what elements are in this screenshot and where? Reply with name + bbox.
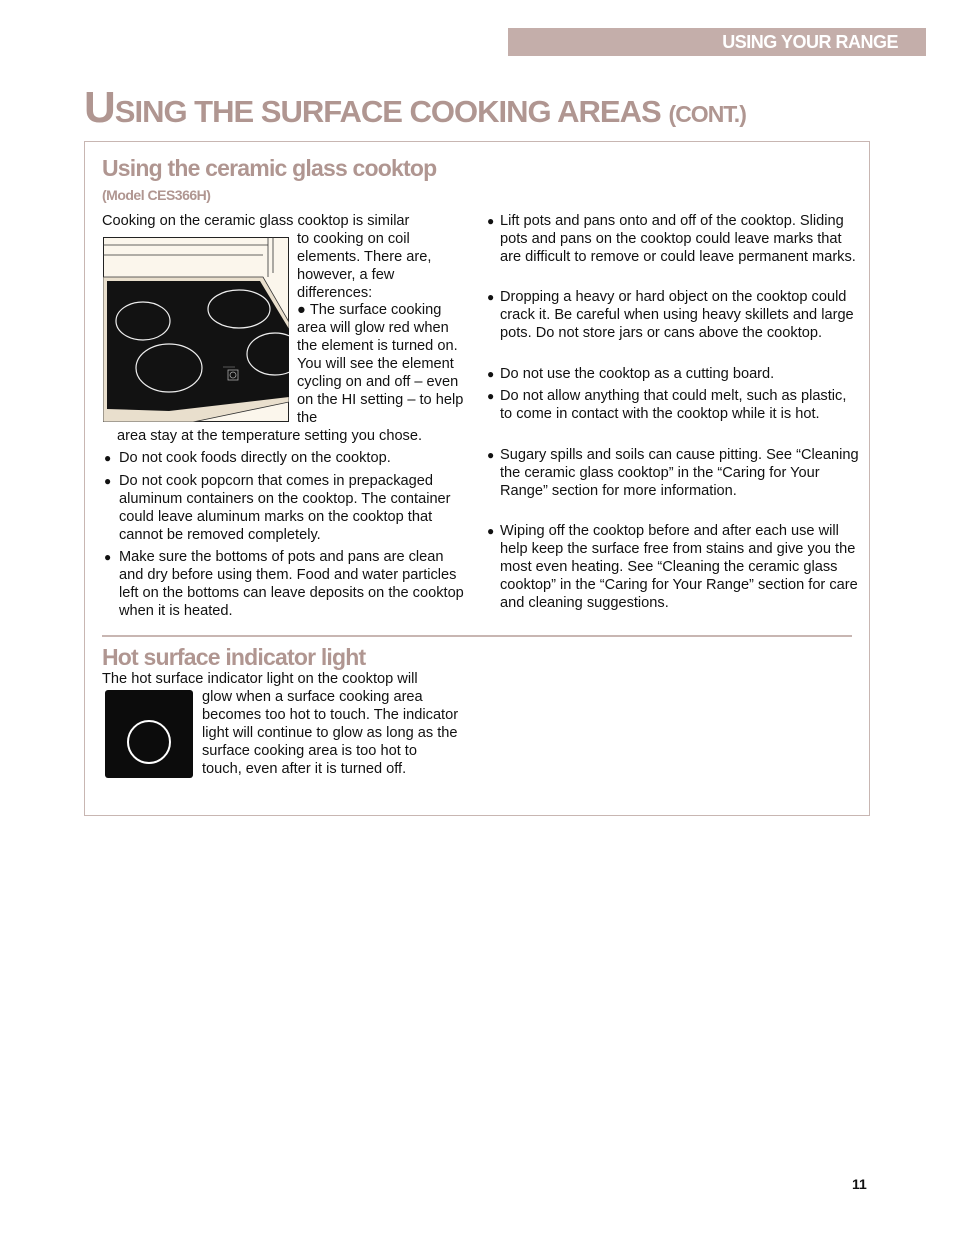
hot-surface-section-title: Hot surface indicator light — [102, 644, 366, 670]
ceramic-section-title: Using the ceramic glass cooktop — [102, 155, 437, 181]
glow-bullet — [297, 301, 469, 427]
bullet-dot-icon: ● — [487, 524, 495, 538]
list-item: ● Do not cook foods directly on the cooktop. — [104, 450, 391, 466]
glow-bullet-text: The surface cooking area will glow red when the element is turned on. You will see the element cycling on and off – even on the HI setting – to help the — [297, 302, 464, 426]
page-title-cont: (CONT.) — [668, 101, 746, 127]
bullet-dot-icon: ● — [104, 474, 112, 488]
bullet-dot-icon: ● — [487, 290, 495, 304]
page-title — [84, 83, 746, 132]
intro-first-line: Cooking on the ceramic glass cooktop is similar — [102, 213, 410, 229]
indicator-light-icon — [105, 690, 193, 778]
list-item: ● Make sure the bottoms of pots and pans are clean and dry before using them. Food and water particles left on the bottoms can leave deposits on the cooktop when it is heated. — [104, 549, 464, 619]
intro-wrap-text: to cooking on coil elements. There are, however, a few differences: — [297, 231, 432, 301]
bullet-dot-icon: ● — [104, 550, 112, 564]
list-item: ● Lift pots and pans onto and off of the cooktop. Sliding pots and pans on the cooktop could leave marks that are difficult to remove or could leave permanent marks. — [487, 213, 856, 265]
section-divider — [102, 635, 852, 637]
bullet-dot-icon: ● — [487, 367, 495, 381]
list-item: ● Dropping a heavy or hard object on the cooktop could crack it. Be careful when using heavy skillets and large pots. Do not store jars or cans above the cooktop. — [487, 289, 854, 341]
section-header-label: USING YOUR RANGE — [722, 32, 898, 52]
bullet-dot-icon: ● — [297, 302, 306, 318]
page-title-rest: SING THE SURFACE COOKING AREAS — [114, 94, 661, 129]
section-header-bar — [508, 28, 926, 56]
page-title-initial: U — [84, 83, 115, 132]
bullet-dot-icon: ● — [487, 389, 495, 403]
cooktop-illustration-icon — [103, 237, 289, 422]
page-number: 11 — [852, 1176, 867, 1192]
list-item: ● Sugary spills and soils can cause pitting. See “Cleaning the ceramic glass cooktop” in the “Caring for Your Range” section for more information. — [487, 447, 859, 499]
list-item: ● Do not cook popcorn that comes in prepackaged aluminum containers on the cooktop. The container could leave aluminum marks on the cooktop that cannot be removed completely. — [104, 473, 451, 543]
glow-bullet-end: area stay at the temperature setting you chose. — [117, 428, 423, 444]
hot-surface-first-line: The hot surface indicator light on the cooktop will — [102, 671, 418, 687]
hot-surface-wrap-text: glow when a surface cooking area becomes too hot to touch. The indicator light will continue to glow as long as the surface cooking area is too hot to touch, even after it is turned off. — [202, 689, 459, 777]
model-subtitle: (Model CES366H) — [102, 187, 211, 203]
bullet-dot-icon: ● — [487, 214, 495, 228]
list-item: ● Wiping off the cooktop before and after each use will help keep the surface free from stains and give you the most even heating. See “Cleaning the ceramic glass cooktop” in the “Caring for Your Range” section for care and cleaning suggestions. — [487, 523, 858, 611]
bullet-dot-icon: ● — [487, 448, 495, 462]
bullet-dot-icon: ● — [104, 451, 112, 465]
list-item: ● Do not use the cooktop as a cutting board. — [487, 366, 775, 382]
list-item: ● Do not allow anything that could melt, such as plastic, to come in contact with the cooktop while it is hot. — [487, 388, 847, 422]
